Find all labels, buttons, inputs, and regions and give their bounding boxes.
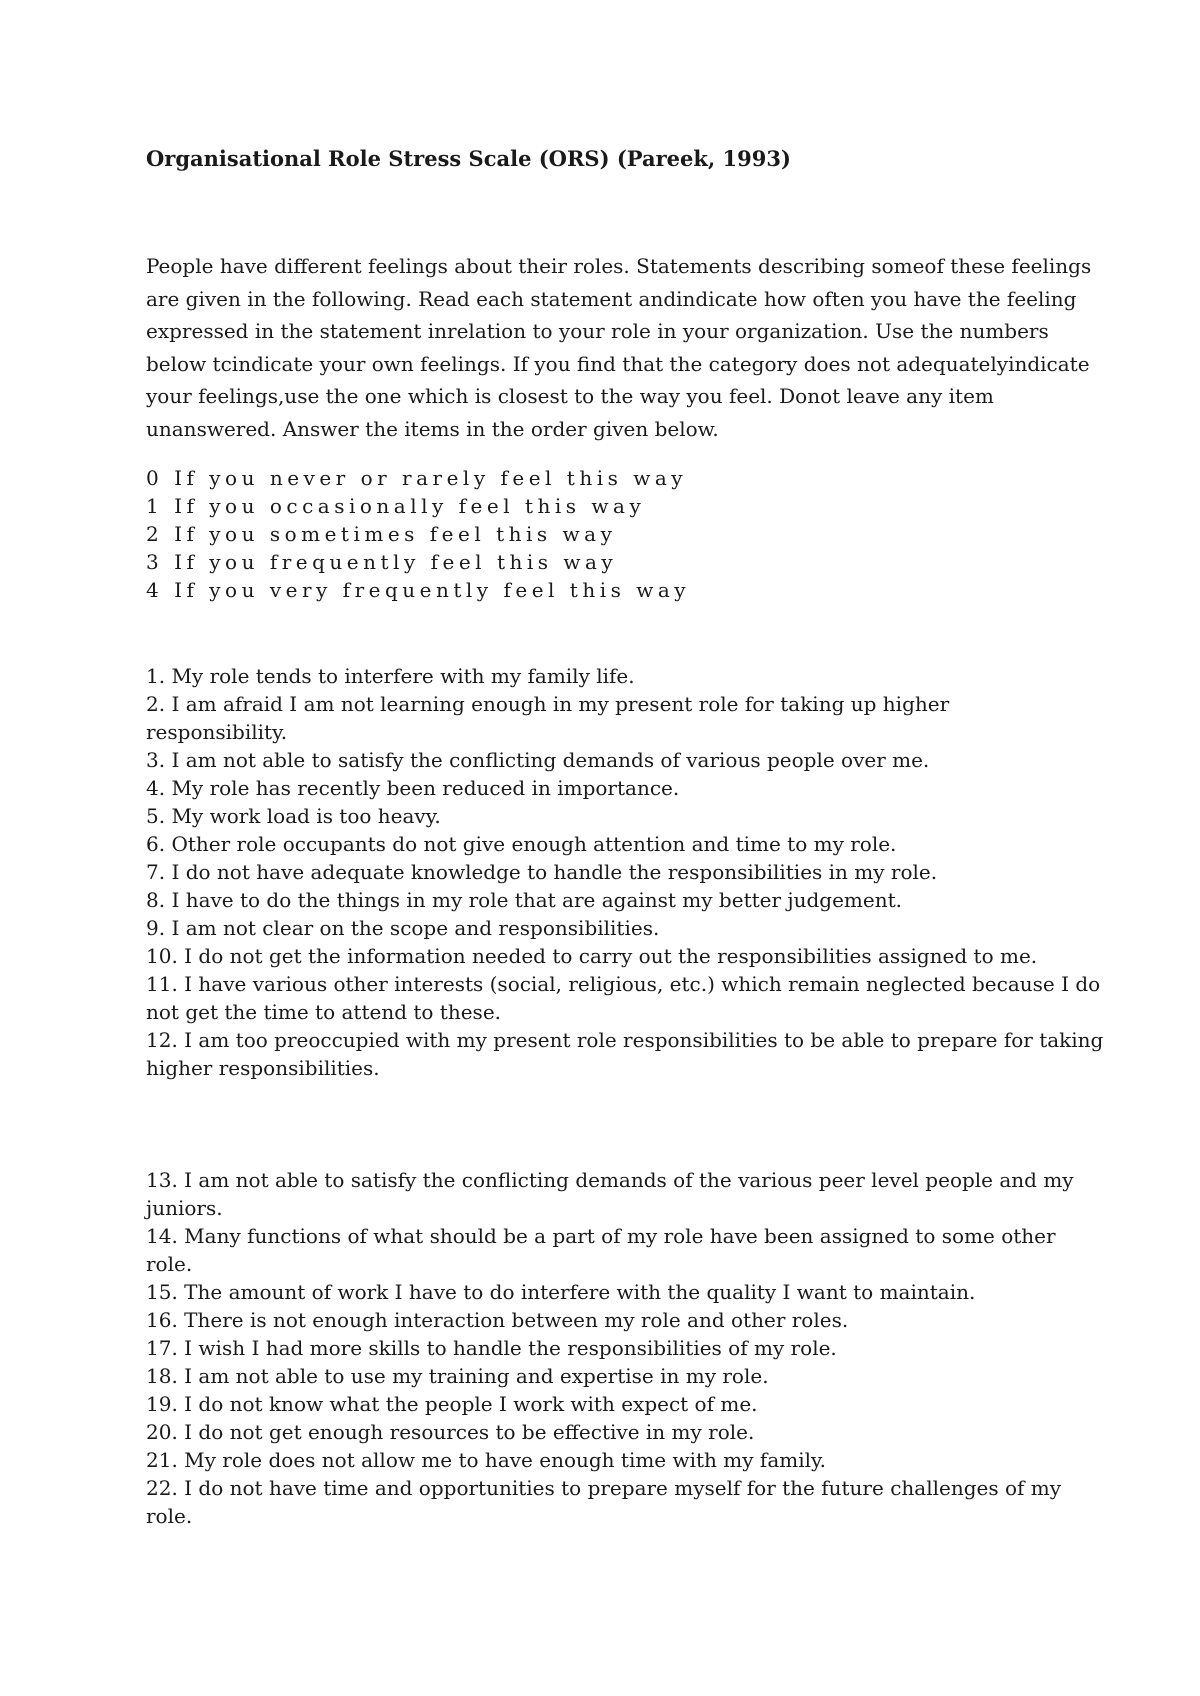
statement-line: 18. I am not able to use my training and expertise in my role. — [146, 1364, 769, 1388]
statement-line: role. — [146, 1252, 193, 1276]
instructions-line: expressed in the statement inrelation to your role in your organization. Use the numbers — [146, 319, 1049, 343]
instructions-line: your feelings,use the one which is closest to the way you feel. Donot leave any item — [146, 384, 994, 408]
scale-option: 2 If you sometimes feel this way — [146, 522, 617, 546]
document-title: Organisational Role Stress Scale (ORS) (Pareek, 1993) — [146, 146, 791, 171]
instructions-paragraph — [146, 250, 1092, 445]
statement-line: 9. I am not clear on the scope and responsibilities. — [146, 916, 660, 940]
scale-option: 1 If you occasionally feel this way — [146, 494, 646, 518]
instructions-line: are given in the following. Read each statement andindicate how often you have the feeling — [146, 286, 1077, 311]
scale-option: 4 If you very frequently feel this way — [146, 578, 691, 602]
statement-line: 16. There is not enough interaction between my role and other roles. — [146, 1308, 849, 1332]
statement-line: 13. I am not able to satisfy the conflicting demands of the various peer level people and my — [146, 1168, 1074, 1192]
statement-line: 14. Many functions of what should be a part of my role have been assigned to some other — [146, 1224, 1056, 1248]
scale-option: 3 If you frequently feel this way — [146, 550, 618, 574]
statement-line: 5. My work load is too heavy. — [146, 804, 441, 828]
statement-line: 1. My role tends to interfere with my family life. — [146, 664, 635, 688]
statement-line: 8. I have to do the things in my role that are against my better judgement. — [146, 888, 902, 912]
statement-line: role. — [146, 1504, 193, 1528]
statement-line: 10. I do not get the information needed to carry out the responsibilities assigned to me. — [146, 944, 1038, 968]
statement-list-part-2 — [146, 1166, 1074, 1530]
instructions-line: unanswered. Answer the items in the order given below. — [146, 416, 719, 441]
statement-line: 4. My role has recently been reduced in importance. — [146, 776, 680, 800]
statement-line: 22. I do not have time and opportunities to prepare myself for the future challenges of my — [146, 1476, 1062, 1500]
statement-line: 11. I have various other interests (social, religious, etc.) which remain neglected because I do — [146, 972, 1101, 996]
statement-line: responsibility. — [146, 720, 288, 744]
statement-list-part-1 — [146, 662, 1104, 1082]
statement-line: 7. I do not have adequate knowledge to handle the responsibilities in my role. — [146, 860, 938, 884]
instructions-line: below tcindicate your own feelings. If you find that the category does not adequatelyindicate — [146, 351, 1090, 376]
instructions-line: People have different feelings about their roles. Statements describing someof these feelings — [146, 254, 1092, 278]
statement-line: juniors. — [146, 1196, 223, 1220]
rating-scale — [146, 464, 690, 604]
scale-option: 0 If you never or rarely feel this way — [146, 466, 688, 490]
statement-line: 6. Other role occupants do not give enough attention and time to my role. — [146, 832, 897, 856]
statement-line: 15. The amount of work I have to do interfere with the quality I want to maintain. — [146, 1280, 976, 1304]
statement-line: 12. I am too preoccupied with my present role responsibilities to be able to prepare for taking — [146, 1028, 1104, 1052]
statement-line: 20. I do not get enough resources to be effective in my role. — [146, 1420, 755, 1444]
statement-line: 3. I am not able to satisfy the conflicting demands of various people over me. — [146, 748, 930, 772]
statement-line: higher responsibilities. — [146, 1056, 380, 1080]
statement-line: 21. My role does not allow me to have enough time with my family. — [146, 1448, 826, 1472]
statement-line: 19. I do not know what the people I work with expect of me. — [146, 1392, 758, 1416]
statement-line: 17. I wish I had more skills to handle the responsibilities of my role. — [146, 1336, 837, 1360]
statement-line: 2. I am afraid I am not learning enough in my present role for taking up higher — [146, 692, 950, 716]
statement-line: not get the time to attend to these. — [146, 1000, 502, 1024]
